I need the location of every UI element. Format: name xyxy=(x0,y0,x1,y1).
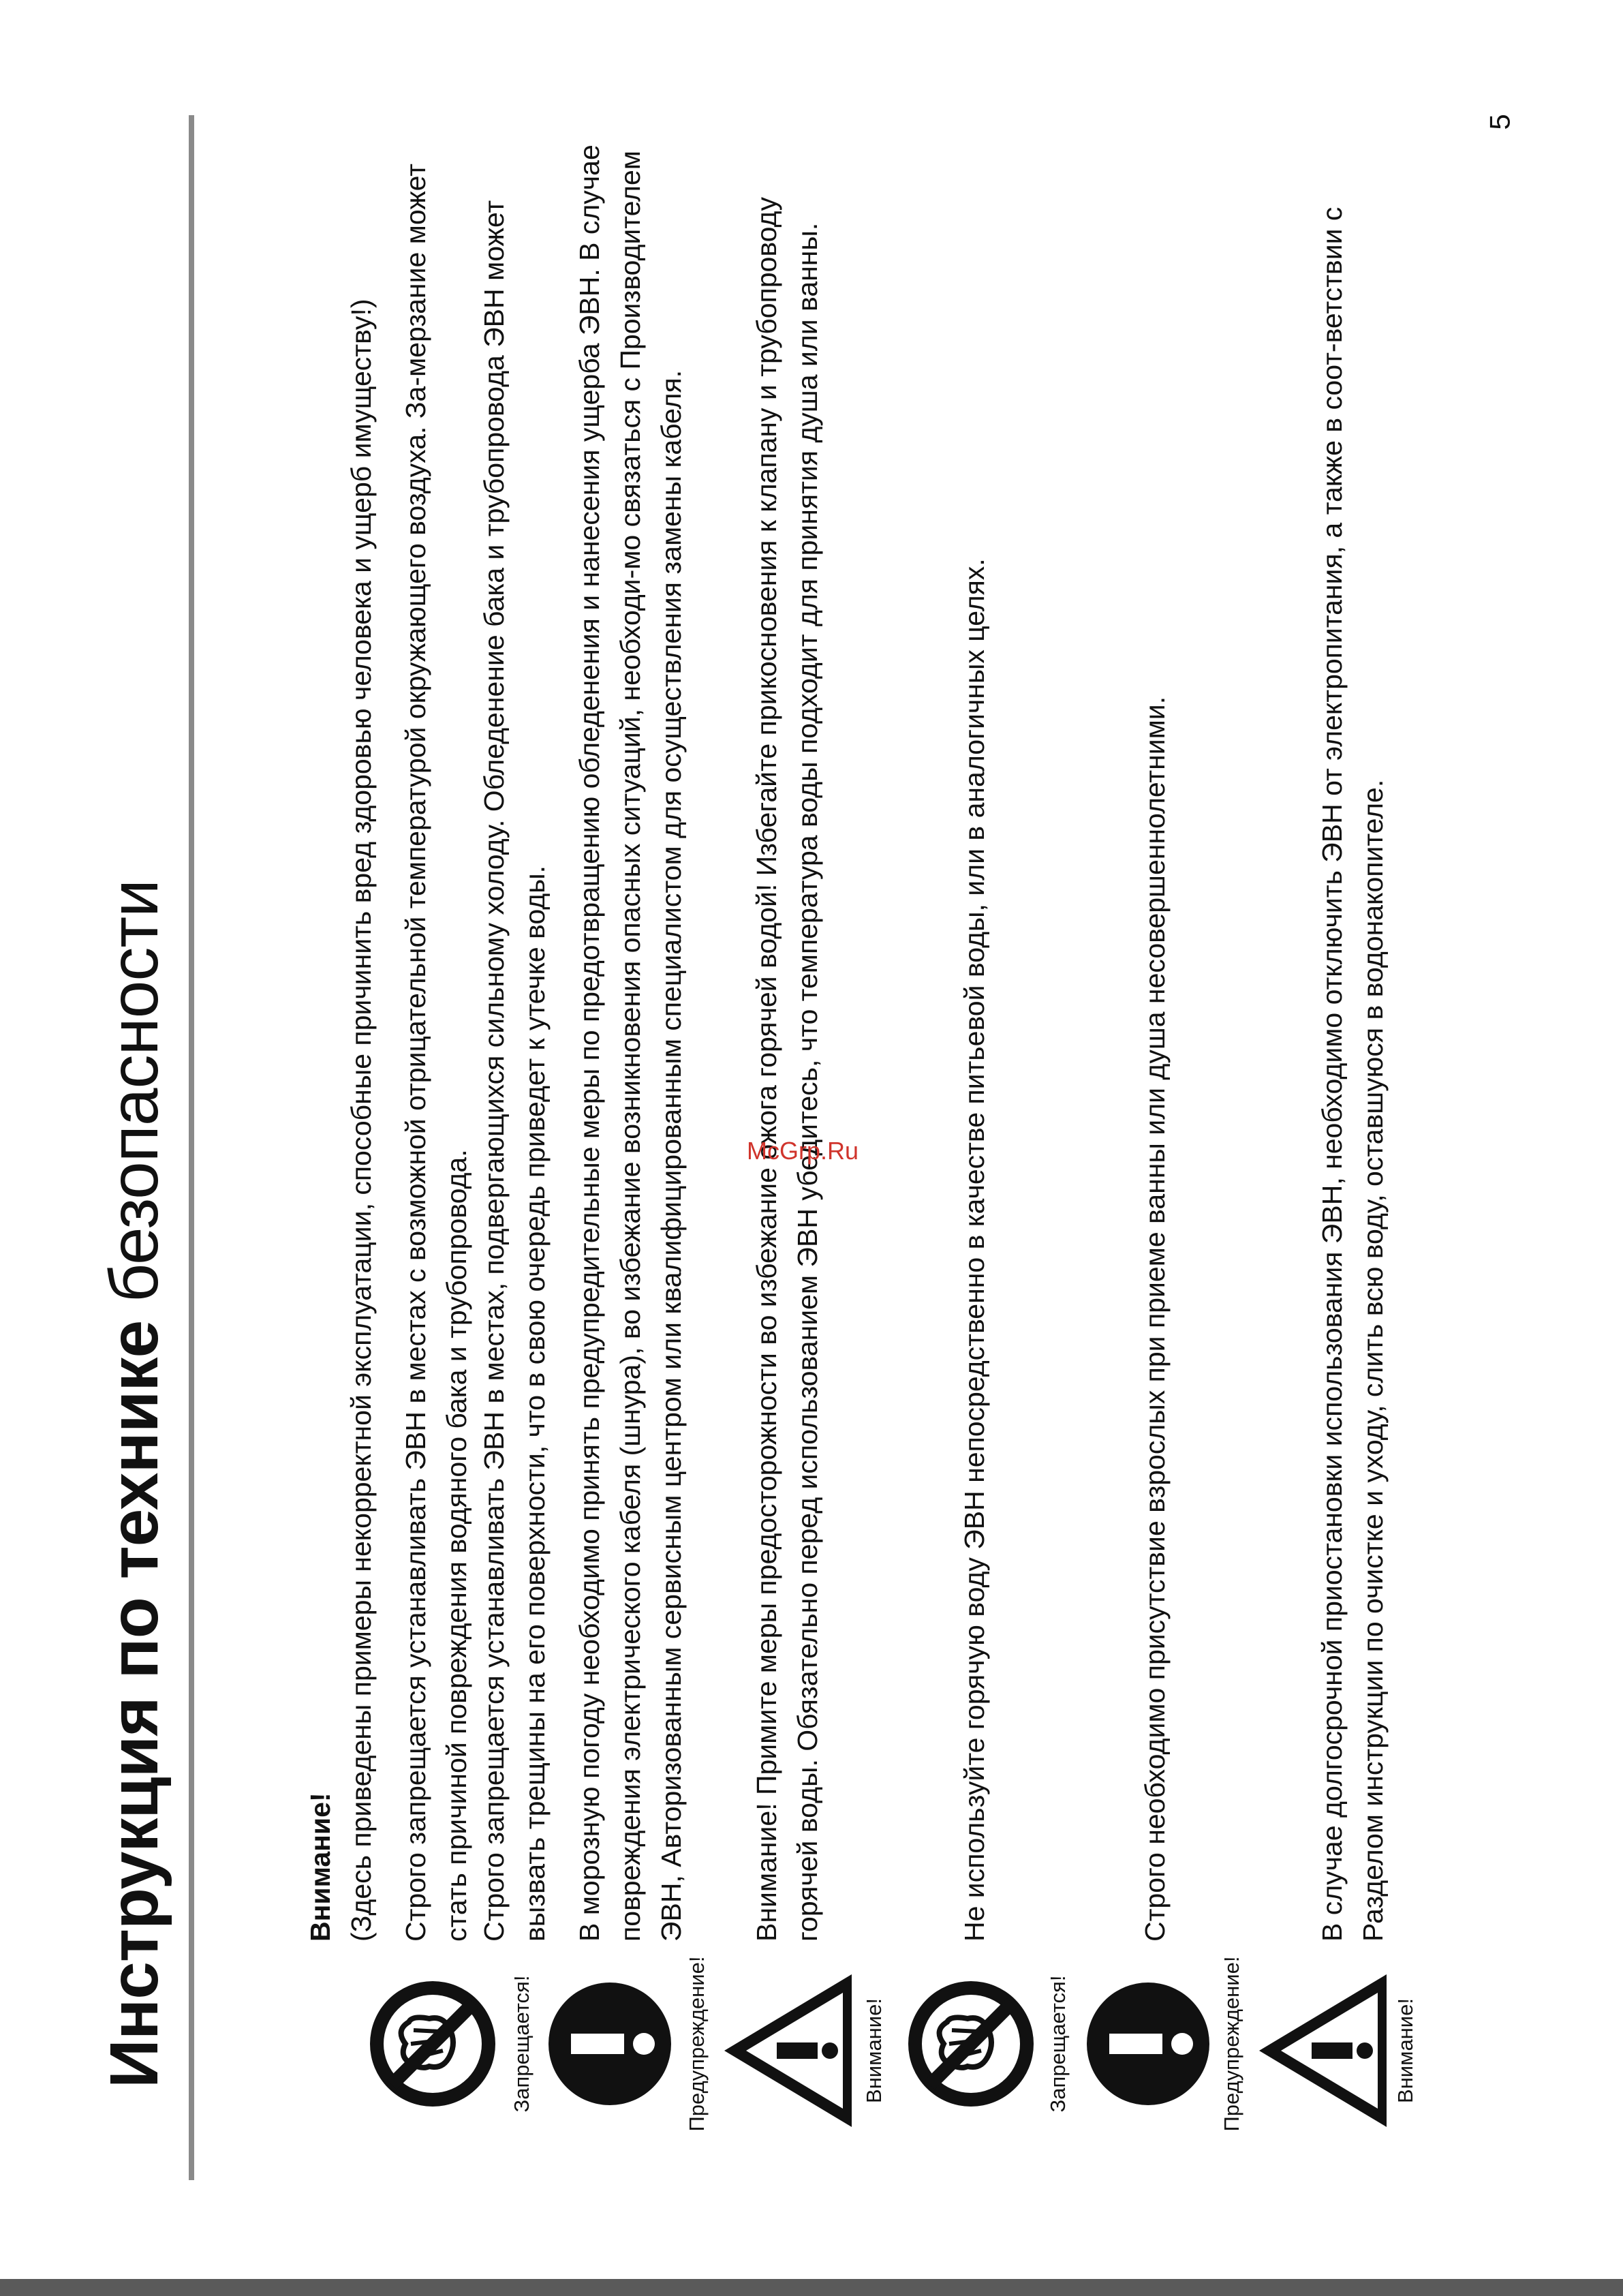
prohibited-icon xyxy=(903,1976,1039,2112)
warning-label: Предупреждение! xyxy=(1220,1956,1243,2132)
bottom-strip xyxy=(0,2279,1623,2296)
paragraph-long-term: В случае долгосрочной приостановки использования ЭВН, необходимо отключить ЭВН от электропитания, а также в соот-ветствии с Разделом инструкции по очистке и уходу, слить всю воду, оставшуюся в водонакопителе. xyxy=(1316,206,1389,1942)
warning-icon xyxy=(545,1979,675,2109)
prohibited-label: Запрещается! xyxy=(510,1975,534,2113)
intro-text: (Здесь приведены примеры некорректной эксплуатации, способные причинить вред здоровью человека и ущерб имуществу!) xyxy=(345,299,377,1942)
text-heading: Внимание! (Здесь приведены примеры некорректной эксплуатации, способные причинить вред здоровью человека и ущерб имуществу!) xyxy=(300,102,382,1942)
warning-icon xyxy=(1083,1979,1213,2109)
paragraph-cold: Строго запрещается устанавливать ЭВН в местах, подвергающихся сильному холоду. Обледенение бака и трубопровода ЭВН может вызвать трещины на его поверхности, что в свою очередь приведет к утечке воды. xyxy=(478,200,551,1942)
warning-label: Предупреждение! xyxy=(685,1956,709,2132)
page-number: 5 xyxy=(1483,114,1516,130)
page-title: Инструкция по технике безопасности xyxy=(96,879,172,2088)
title-divider xyxy=(189,115,194,2180)
attention-icon xyxy=(1254,1969,1390,2132)
paragraph-frost: В морозную погоду необходимо принять предупредительные меры по предотвращению обледенения и нанесения ущерба ЭВН. В случае повреждения электрического кабеля (шнура), во избежание возникновения опасных ситуаций, необходи-мо связаться с Производителем ЭВН, Авторизованным сервисным центром или квалифицированным специалистом для осуществления замены кабеля. xyxy=(574,144,687,1942)
paragraph-drinking: Не используйте горячую воду ЭВН непосредственно в качестве питьевой воды, или в аналогичных целях. xyxy=(959,558,990,1942)
prohibited-icon xyxy=(365,1976,501,2112)
paragraph-freezing: Строго запрещается устанавливать ЭВН в местах с возможной отрицательной температурой окружающего воздуха. За-мерзание может стать причиной повреждения водяного бака и трубопровода. xyxy=(400,164,472,1942)
attention-label: Внимание! xyxy=(862,1998,886,2103)
watermark: McGrp.Ru xyxy=(747,1137,859,1165)
prohibited-label: Запрещается! xyxy=(1046,1975,1070,2113)
paragraph-adults: Строго необходимо присутствие взрослых при приеме ванны или душа несовершеннолетними. xyxy=(1139,696,1171,1942)
attention-label: Внимание! xyxy=(1393,1998,1417,2103)
paragraph-hot-water: Внимание! Примите меры предосторожности во избежание ожога горячей водой! Избегайте прикосновения к клапану и трубопроводу горячей воды. Обязательно перед использованием ЭВН убедитесь, что температура воды подходит для принятия душа или ванны. xyxy=(751,197,823,1942)
attention-icon xyxy=(719,1969,855,2132)
